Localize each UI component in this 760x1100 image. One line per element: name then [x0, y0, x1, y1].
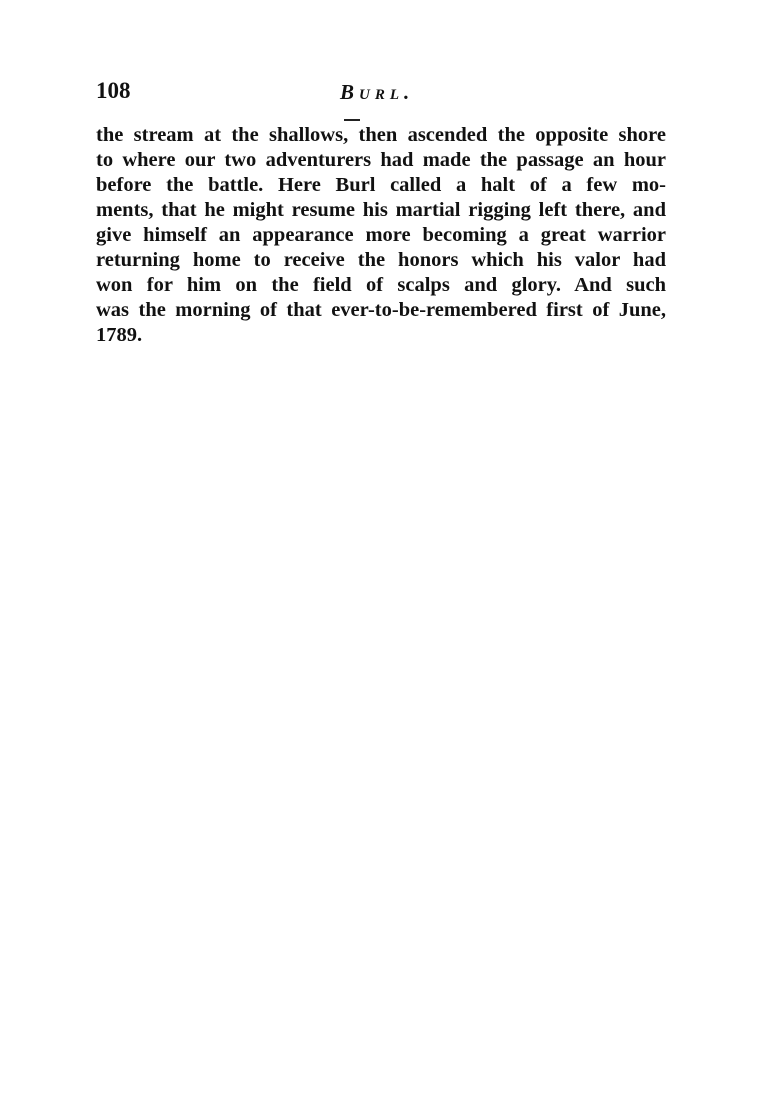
text-line: won for him on the field of scalps and glory. And such: [96, 274, 666, 296]
running-head: [96, 76, 666, 110]
text-line: returning home to receive the honors which his valor had: [96, 249, 666, 271]
page-number: 108: [96, 78, 131, 103]
text-line: the stream at the shallows, then ascended the opposite shore: [96, 124, 666, 146]
text-line: give himself an appearance more becoming a great warrior: [96, 224, 666, 246]
text-line: ments, that he might resume his martial rigging left there, and: [96, 199, 666, 221]
text-line: before the battle. Here Burl called a halt of a few mo-: [96, 174, 666, 196]
running-title: Burl.: [340, 80, 415, 104]
text-line: 1789.: [96, 324, 143, 346]
text-line: to where our two adventurers had made the passage an hour: [96, 149, 666, 171]
text-line: was the morning of that ever-to-be-remembered first of June,: [96, 299, 666, 321]
body-paragraph: [96, 123, 666, 348]
title-rule: [344, 119, 360, 121]
